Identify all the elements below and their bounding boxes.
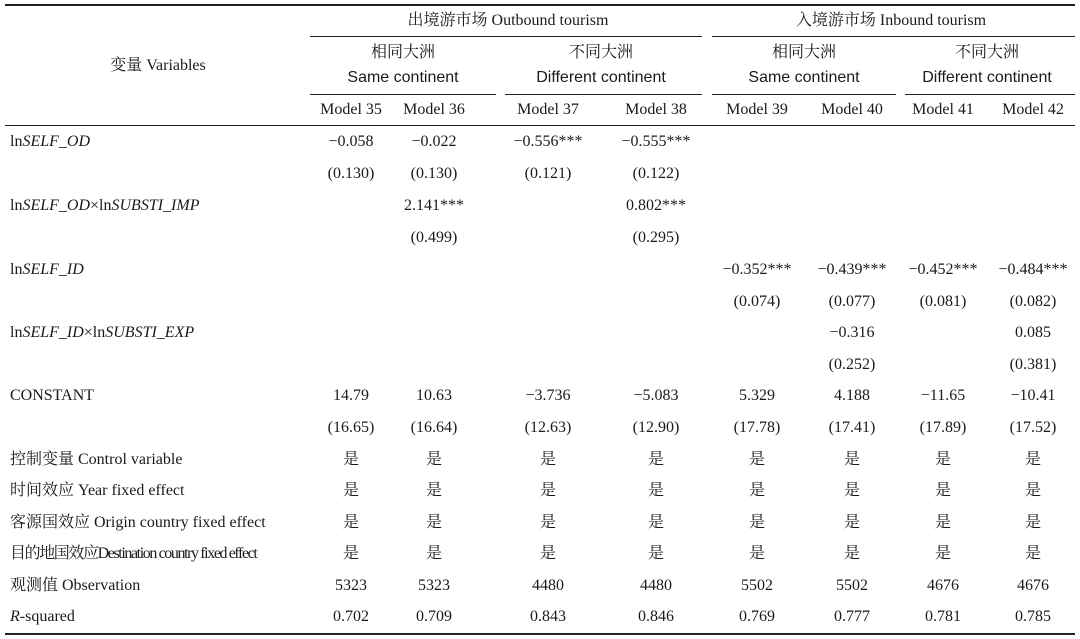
observation-value: 5323 [418,577,450,594]
subgroup-header-zh: 相同大洲 [370,44,436,61]
coefficient-cell: −3.736 [525,387,571,404]
standard-error-cell: (17.52) [1009,419,1057,436]
fixed-effect-value: 是 [934,482,952,499]
variable-label-name: SELF_OD [22,133,91,150]
variable-label-name: SELF_OD [22,197,91,214]
fixed-effect-value: 是 [425,514,443,531]
bottom-rule [5,633,1075,635]
group-header-inbound: 入境游市场 Inbound tourism [795,12,987,29]
fixed-effect-value: 是 [342,514,360,531]
fixed-effect-value: 是 [342,545,360,562]
standard-error-cell: (0.130) [327,165,375,182]
model-header: Model 36 [403,101,465,118]
fixed-effect-value: 是 [539,514,557,531]
fixed-effect-label: 控制变量 Control variable [10,451,183,468]
standard-error-cell: (12.90) [632,419,680,436]
observation-value: 5502 [836,577,868,594]
fixed-effect-value: 是 [539,545,557,562]
observation-value: 5502 [741,577,773,594]
coefficient-cell: 0.085 [1015,324,1051,341]
fixed-effect-value: 是 [647,451,665,468]
model-header: Model 38 [625,101,687,118]
coefficient-cell: −0.352*** [722,261,792,278]
fixed-effect-value: 是 [539,451,557,468]
variable-label-operator: ×ln [90,197,112,214]
fixed-effect-value: 是 [748,545,766,562]
variable-label-name: SELF_ID [22,324,84,341]
fixed-effect-value: 是 [1024,482,1042,499]
fixed-effect-value: 是 [843,545,861,562]
coefficient-cell: −5.083 [633,387,679,404]
fixed-effect-value: 是 [425,451,443,468]
coefficient-cell: 5.329 [739,387,775,404]
rsquared-value: 0.785 [1015,608,1051,625]
variable-label-operator: ×ln [83,324,106,341]
standard-error-cell: (17.41) [828,419,876,436]
standard-error-cell: (16.65) [327,419,375,436]
variable-label-interaction: SUBSTI_EXP [105,324,195,341]
variable-label [10,324,194,342]
rsquared-value: 0.843 [530,608,566,625]
coefficient-cell: −0.484*** [998,261,1068,278]
variable-label-prefix: CONSTANT [10,387,95,404]
rsquared-label-r: R [10,608,20,625]
standard-error-cell: (0.074) [733,293,781,310]
standard-error-cell: (0.252) [828,356,876,373]
model-header: Model 41 [912,101,974,118]
fixed-effect-value: 是 [647,482,665,499]
fixed-effect-value: 是 [748,482,766,499]
coefficient-cell: −0.316 [829,324,875,341]
fixed-effect-value: 是 [425,482,443,499]
coefficient-cell: 0.802*** [626,197,686,214]
fixed-effect-value: 是 [647,545,665,562]
coefficient-cell: 2.141*** [404,197,464,214]
rsquared-value: 0.846 [638,608,674,625]
standard-error-cell: (0.295) [632,229,680,246]
outbound-group-rule [310,36,702,37]
fixed-effect-value: 是 [425,545,443,562]
standard-error-cell: (0.122) [632,165,680,182]
model-header: Model 42 [1002,101,1064,118]
model-header: Model 40 [821,101,883,118]
rsquared-value: 0.702 [333,608,369,625]
fixed-effect-value: 是 [843,451,861,468]
fixed-effect-value: 是 [748,451,766,468]
variable-label-prefix: ln [10,133,23,150]
fixed-effect-value: 是 [843,482,861,499]
coefficient-cell: −10.41 [1010,387,1056,404]
fixed-effect-value: 是 [934,545,952,562]
coefficient-cell: 10.63 [416,387,452,404]
fixed-effect-label: 客源国效应 Origin country fixed effect [10,514,266,531]
standard-error-cell: (16.64) [410,419,458,436]
variable-label [10,133,90,151]
coefficient-cell: −11.65 [920,387,966,404]
coefficient-cell: −0.022 [411,133,457,150]
subgroup-rule-2 [505,94,702,95]
fixed-effect-value: 是 [539,482,557,499]
fixed-effect-value: 是 [748,514,766,531]
subgroup-header-zh: 不同大洲 [954,44,1020,61]
standard-error-cell: (0.381) [1009,356,1057,373]
coefficient-cell: −0.555*** [621,133,691,150]
coefficient-cell: −0.439*** [817,261,887,278]
fixed-effect-value: 是 [1024,545,1042,562]
subgroup-header-en: Same continent [748,69,860,86]
standard-error-cell: (0.077) [828,293,876,310]
model-header: Model 37 [517,101,579,118]
fixed-effect-value: 是 [934,451,952,468]
standard-error-cell: (12.63) [524,419,572,436]
variable-label [10,261,84,279]
fixed-effect-value: 是 [934,514,952,531]
standard-error-cell: (0.130) [410,165,458,182]
fixed-effect-value: 是 [342,451,360,468]
variable-label-prefix: ln [10,261,23,278]
variable-label [10,387,94,405]
variable-label [10,197,199,215]
subgroup-header-en: Different continent [536,69,666,86]
header-bottom-rule [5,125,1075,126]
fixed-effect-value: 是 [1024,514,1042,531]
standard-error-cell: (0.081) [919,293,967,310]
fixed-effect-value: 是 [342,482,360,499]
coefficient-cell: 14.79 [333,387,369,404]
observation-value: 5323 [335,577,367,594]
standard-error-cell: (0.082) [1009,293,1057,310]
standard-error-cell: (17.89) [919,419,967,436]
subgroup-header-zh: 相同大洲 [771,44,837,61]
variable-label-name: SELF_ID [22,261,84,278]
observation-label: 观测值 Observation [10,577,141,594]
rsquared-value: 0.769 [739,608,775,625]
variable-label-prefix: ln [10,324,23,341]
subgroup-rule-3 [712,94,896,95]
observation-value: 4676 [1017,577,1049,594]
subgroup-header-en: Same continent [347,69,459,86]
observation-value: 4480 [532,577,564,594]
model-header: Model 39 [726,101,788,118]
rsquared-value: 0.777 [834,608,870,625]
coefficient-cell: 4.188 [834,387,870,404]
group-header-outbound: 出境游市场 Outbound tourism [407,12,609,29]
rsquared-label-rest: -squared [19,608,75,625]
inbound-group-rule [712,36,1075,37]
top-rule [5,4,1075,6]
fixed-effect-value: 是 [647,514,665,531]
rsquared-value: 0.709 [416,608,452,625]
fixed-effect-label: 目的地国效应Destination country fixed effect [10,545,257,562]
observation-value: 4480 [640,577,672,594]
subgroup-rule-1 [310,94,496,95]
standard-error-cell: (0.121) [524,165,572,182]
fixed-effect-value: 是 [1024,451,1042,468]
subgroup-header-zh: 不同大洲 [568,44,634,61]
subgroup-header-en: Different continent [922,69,1052,86]
variable-column-header: 变量 Variables [110,57,206,74]
variable-label-prefix: ln [10,197,23,214]
subgroup-rule-4 [905,94,1075,95]
model-header: Model 35 [320,101,382,118]
standard-error-cell: (0.499) [410,229,458,246]
fixed-effect-value: 是 [843,514,861,531]
rsquared-value: 0.781 [925,608,961,625]
fixed-effect-label: 时间效应 Year fixed effect [10,482,185,499]
coefficient-cell: −0.556*** [513,133,583,150]
coefficient-cell: −0.452*** [908,261,978,278]
observation-value: 4676 [927,577,959,594]
coefficient-cell: −0.058 [328,133,374,150]
variable-label-interaction: SUBSTI_IMP [111,197,200,214]
standard-error-cell: (17.78) [733,419,781,436]
rsquared-label [10,608,75,626]
